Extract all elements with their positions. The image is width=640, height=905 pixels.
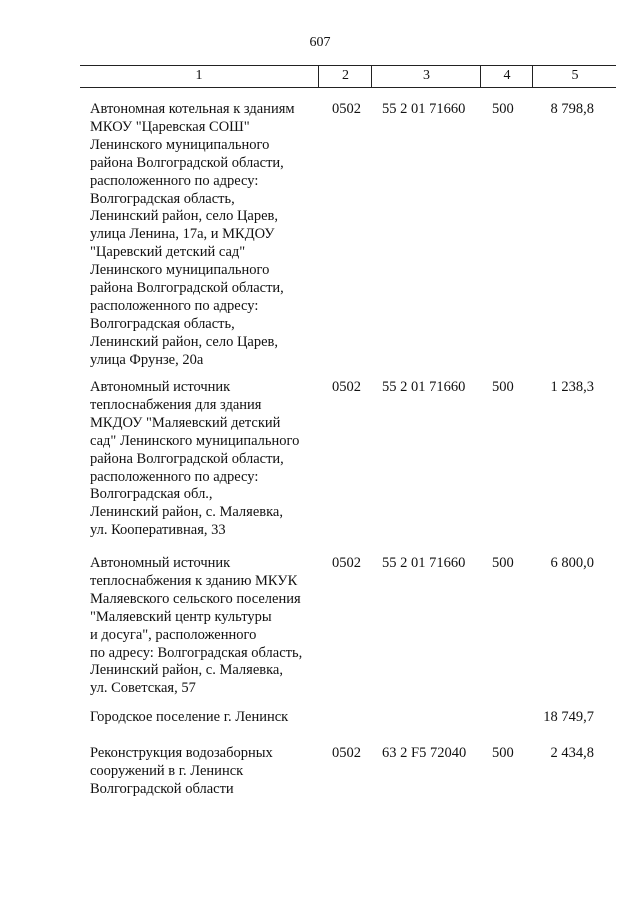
row-type: 500 [492, 101, 514, 117]
row-code: 55 2 01 71660 [382, 379, 466, 395]
page-number: 607 [309, 35, 331, 50]
table-header [80, 65, 616, 88]
row-amount: 2 434,8 [550, 745, 594, 761]
row-name: Автономный источник теплоснабжения для здания МКДОУ "Маляевский детский сад" Ленинского муниципального района Волгоградской области, расположенного по адресу: Волгоградская обл., Ленинский район, с. Маляевка, ул. Кооперативная, 33 [90, 379, 300, 539]
row-code: 55 2 01 71660 [382, 101, 466, 117]
row-code: 55 2 01 71660 [382, 555, 466, 571]
header-col-3: 3 [371, 66, 481, 87]
row-section: 0502 [332, 101, 361, 117]
row-type: 500 [492, 379, 514, 395]
row-amount: 6 800,0 [550, 555, 594, 571]
header-col-4: 4 [480, 66, 533, 87]
row-name: Автономный источник теплоснабжения к зданию МКУК Маляевского сельского поселения "Маляевский центр культуры и досуга", расположенного по адресу: Волгоградская область, Ленинский район, с. Маляевка, ул. Советская, 57 [90, 555, 303, 697]
row-section: 0502 [332, 745, 361, 761]
row-type: 500 [492, 745, 514, 761]
row-name: Городское поселение г. Ленинск [90, 709, 289, 725]
row-amount: 18 749,7 [543, 709, 594, 725]
row-section: 0502 [332, 379, 361, 395]
header-col-2: 2 [318, 66, 372, 87]
row-amount: 8 798,8 [550, 101, 594, 117]
row-code: 63 2 F5 72040 [382, 745, 467, 761]
row-type: 500 [492, 555, 514, 571]
row-section: 0502 [332, 555, 361, 571]
header-col-1: 1 [195, 68, 203, 83]
header-col-5: 5 [532, 66, 617, 87]
row-amount: 1 238,3 [550, 379, 594, 395]
row-name: Автономная котельная к зданиям МКОУ "Царевская СОШ" Ленинского муниципального района Волгоградской области, расположенного по адресу: Волгоградская область, Ленинский район, село Царев, улица Ленина, 17а, и МКДОУ "Царевский детский сад" Ленинского муниципального района Волгоградской области, расположенного по адресу: Волгоградская область, Ленинский район, село Царев, улица Фрунзе, 20а [90, 101, 295, 368]
row-name: Реконструкция водозаборных сооружений в г. Ленинск Волгоградской области [90, 745, 273, 797]
